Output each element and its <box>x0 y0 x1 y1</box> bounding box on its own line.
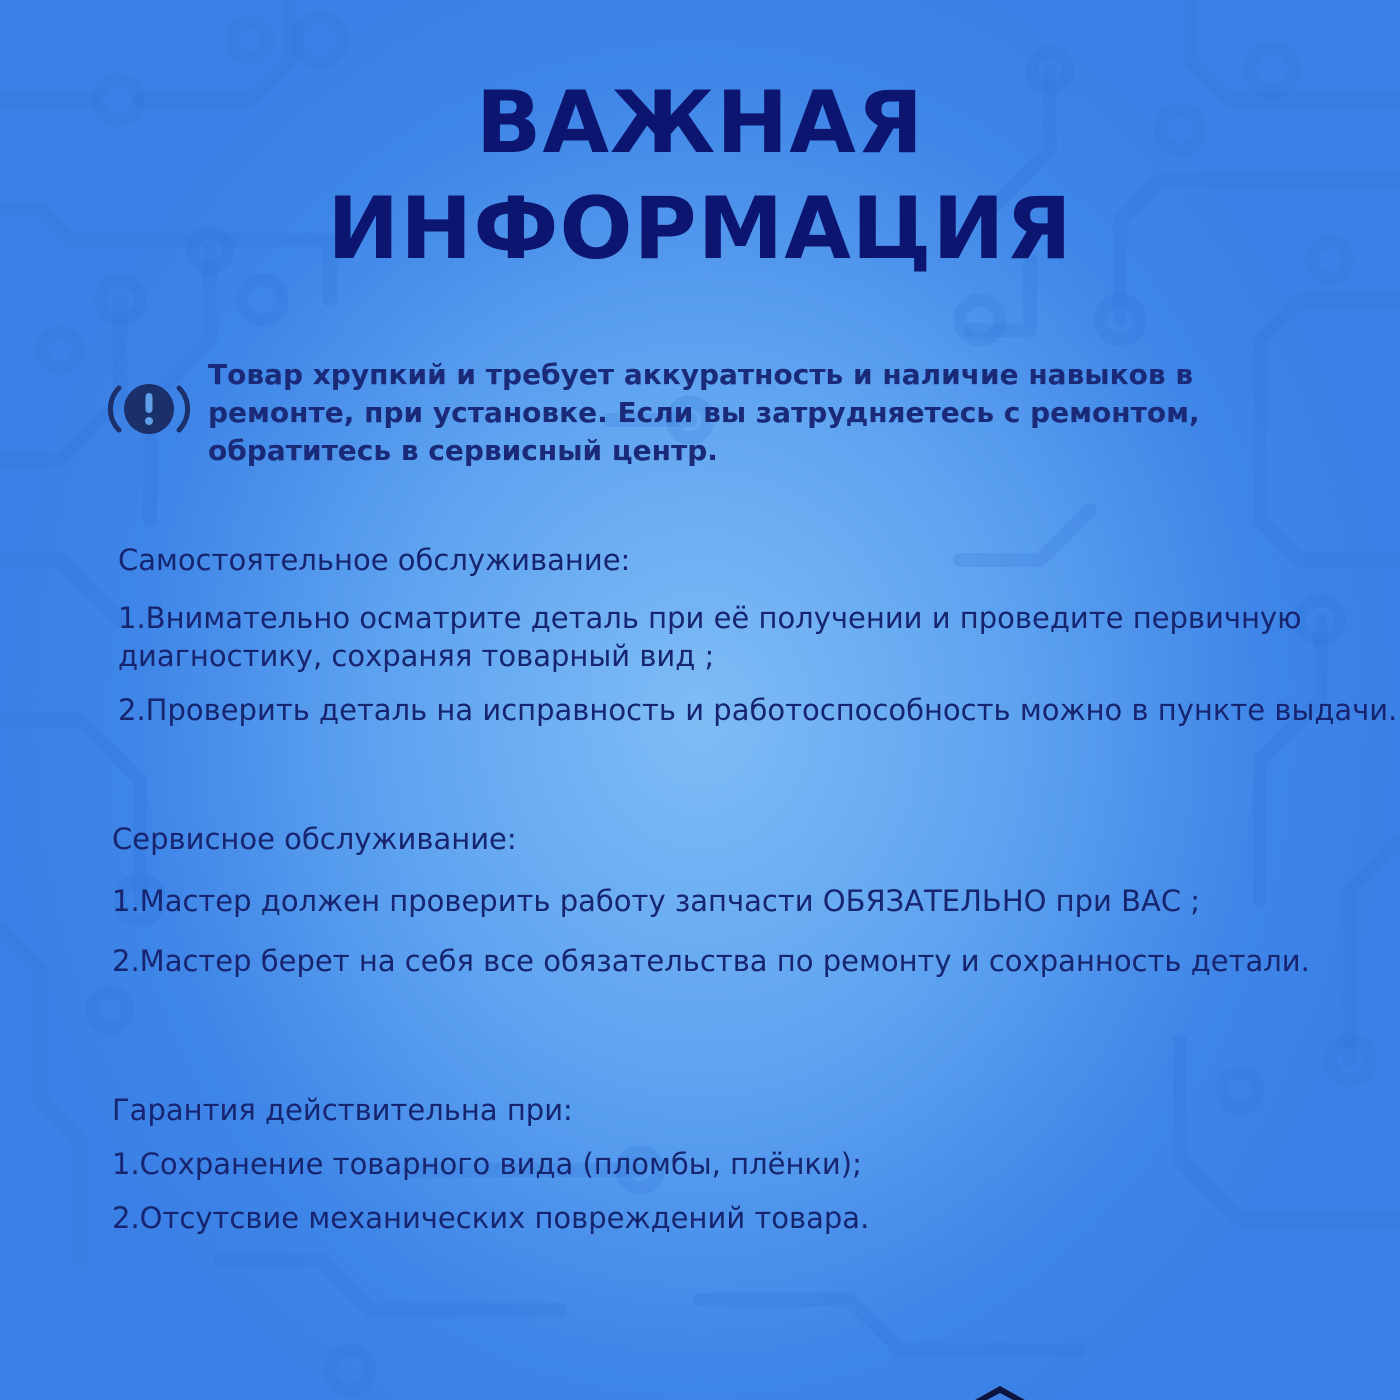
warranty-item-2: 2.Отсутсвие механических повреждений товара. <box>112 1201 870 1235</box>
page-title <box>0 70 1400 282</box>
self-service-heading: Самостоятельное обслуживание: <box>118 543 631 577</box>
warranty-item-1: 1.Сохранение товарного вида (пломбы, плёнки); <box>112 1147 862 1181</box>
exclamation-circle-icon <box>106 376 192 442</box>
warranty-heading: Гарантия действительна при: <box>112 1093 573 1127</box>
title-line-2: ИНФОРМАЦИЯ <box>327 179 1073 279</box>
service-item-1: 1.Мастер должен проверить работу запчасти ОБЯЗАТЕЛЬНО при ВАС ; <box>112 884 1201 918</box>
service-section <box>112 820 1400 980</box>
fragile-notice-text: Товар хрупкий и требует аккуратность и наличие навыков в ремонте, при установке. Если вы затрудняетесь с ремонтом, обратитесь в сервисный центр. <box>208 358 1200 467</box>
service-item-2: 2.Мастер берет на себя все обязательства по ремонту и сохранность детали. <box>112 944 1310 978</box>
logo-mark <box>975 1386 1025 1400</box>
title-line-1: ВАЖНАЯ <box>475 73 925 173</box>
warranty-section <box>112 1091 1400 1237</box>
self-service-section <box>118 541 1400 729</box>
service-heading: Сервисное обслуживание: <box>112 822 517 856</box>
self-service-item-1: 1.Внимательно осматрите деталь при её получении и проведите первичную диагностику, сохраняя товарный вид ; <box>118 601 1302 673</box>
self-service-item-2: 2.Проверить деталь на исправность и работоспособность можно в пункте выдачи. <box>118 693 1398 727</box>
